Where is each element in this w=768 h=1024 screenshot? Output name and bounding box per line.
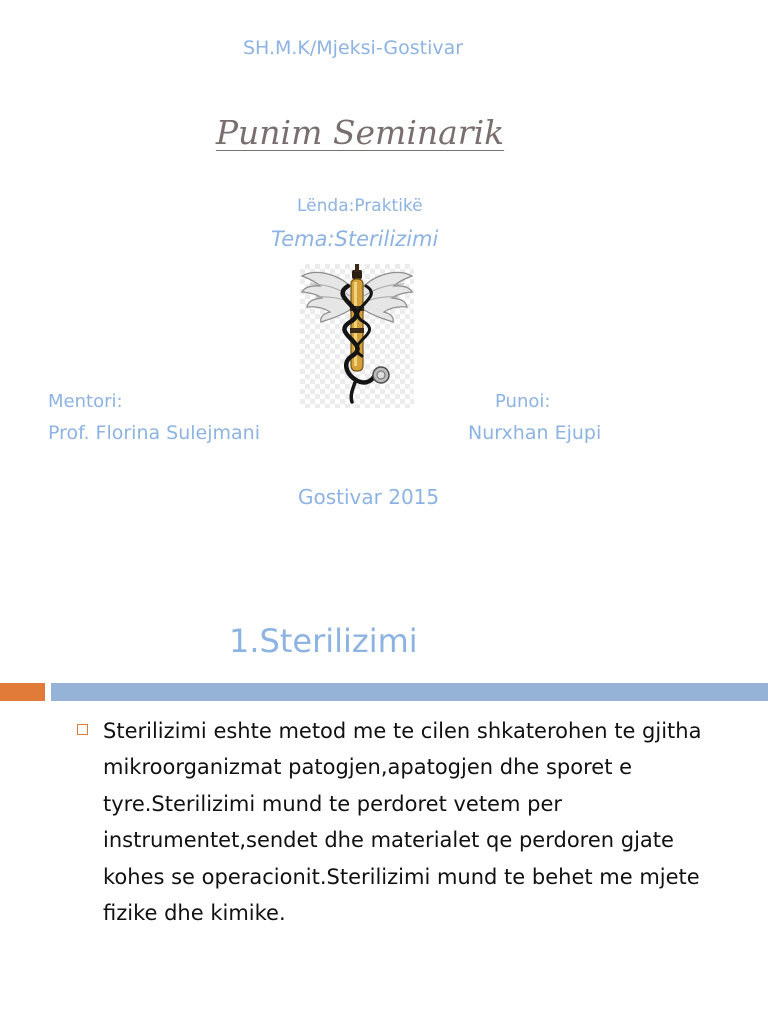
place-year: Gostivar 2015 (298, 485, 440, 509)
mentor-label: Mentori: (48, 391, 123, 412)
accent-bar (0, 683, 45, 701)
page-title: Punim Seminarik (215, 113, 505, 152)
hollow-square-bullet-icon (77, 724, 88, 735)
school-name: SH.M.K/Mjeksi-Gostivar (242, 37, 464, 59)
divider-bar (51, 683, 768, 701)
topic-line: Tema:Sterilizimi (271, 227, 439, 251)
bullet-text: Sterilizimi eshte metod me te cilen shkaterohen te gjitha mikroorganizmat patogjen,apatogjen dhe sporet e tyre.Sterilizimi mund te perdoret vetem per instrumentet,sendet dhe materialet qe perdoren gjate kohes se operacionit.Sterilizimi mund te behet me mjete fizike dhe kimike. (103, 719, 702, 926)
author-label: Punoi: (495, 391, 551, 412)
caduceus-stethoscope-icon (300, 264, 414, 408)
subject-line: Lënda:Praktikë (297, 196, 423, 216)
author-name: Nurxhan Ejupi (468, 422, 602, 444)
mentor-name: Prof. Florina Sulejmani (48, 422, 260, 444)
section-title: 1.Sterilizimi (229, 622, 418, 660)
